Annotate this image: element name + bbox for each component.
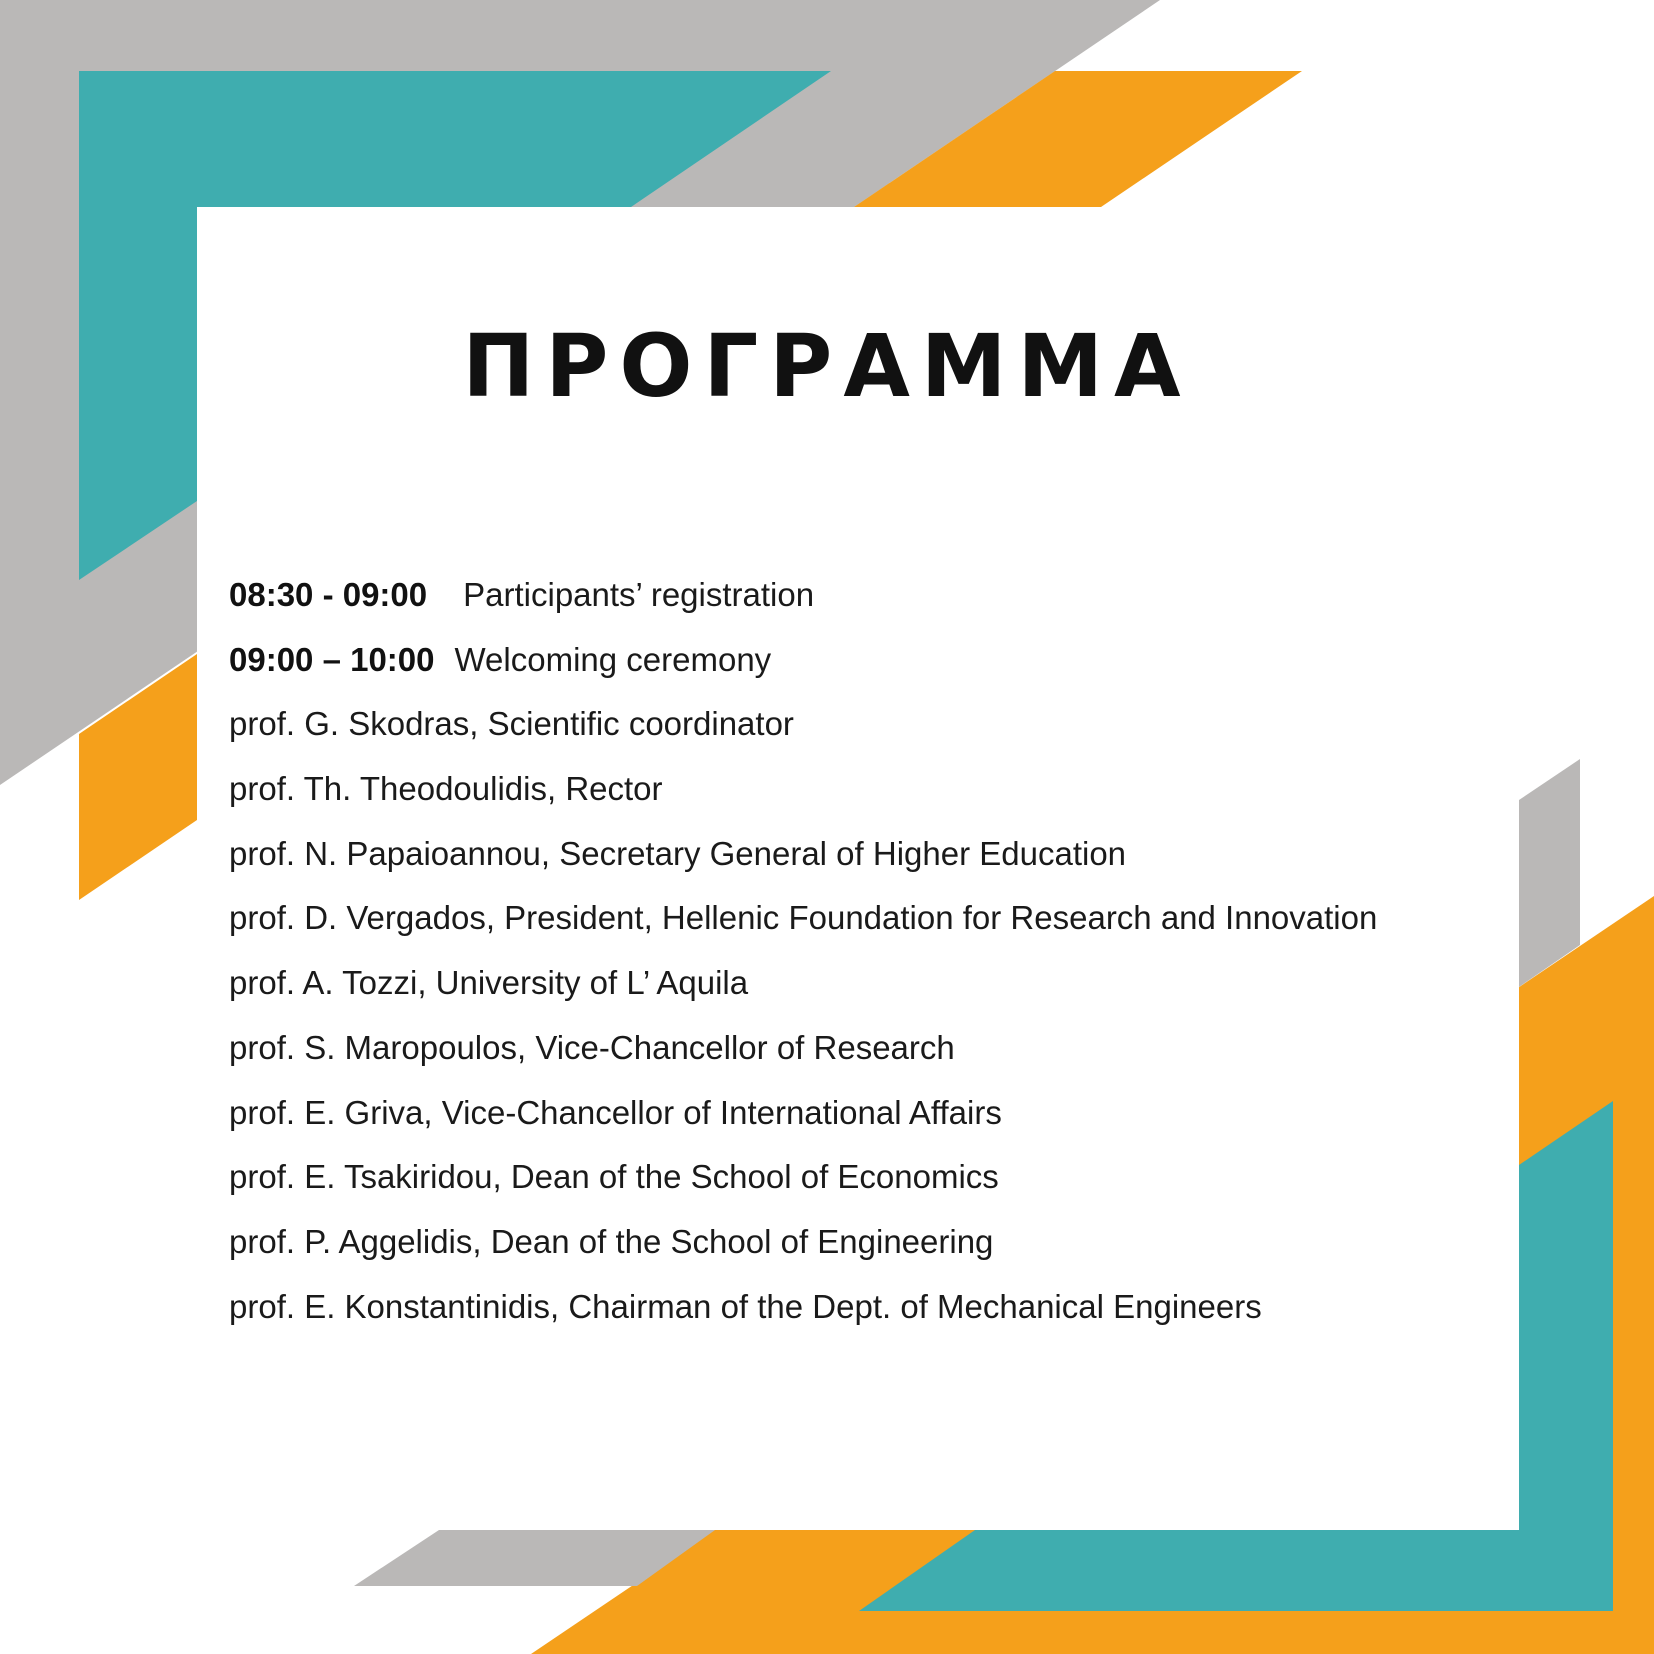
schedule-list xyxy=(229,570,1509,1346)
schedule-item xyxy=(229,570,1509,635)
schedule-text: Welcoming ceremony xyxy=(454,640,772,678)
speaker-item: prof. E. Tsakiridou, Dean of the School of Economics xyxy=(229,1158,999,1196)
speaker-item: prof. E. Griva, Vice-Chancellor of International Affairs xyxy=(229,1093,1002,1131)
schedule-time: 08:30 - 09:00 xyxy=(229,576,428,613)
speaker-item: prof. Th. Theodoulidis, Rector xyxy=(229,770,663,808)
speaker-item: prof. P. Aggelidis, Dean of the School of Engineering xyxy=(229,1222,994,1260)
schedule-item xyxy=(229,635,1509,700)
speaker-item: prof. N. Papaioannou, Secretary General of Higher Education xyxy=(229,834,1127,872)
schedule-time: 09:00 – 10:00 xyxy=(229,640,435,678)
speaker-item: prof. A. Tozzi, University of L’ Aquila xyxy=(229,964,749,1002)
schedule-text: Participants’ registration xyxy=(463,576,815,613)
speaker-item: prof. S. Maropoulos, Vice-Chancellor of Research xyxy=(229,1028,955,1066)
speaker-item: prof. E. Konstantinidis, Chairman of the Dept. of Mechanical Engineers xyxy=(229,1287,1262,1325)
page-title: ΠΡΟΓΡΑΜΜΑ xyxy=(462,317,1192,417)
speaker-item: prof. G. Skodras, Scientific coordinator xyxy=(229,705,794,743)
speaker-item: prof. D. Vergados, President, Hellenic Foundation for Research and Innovation xyxy=(229,899,1378,937)
